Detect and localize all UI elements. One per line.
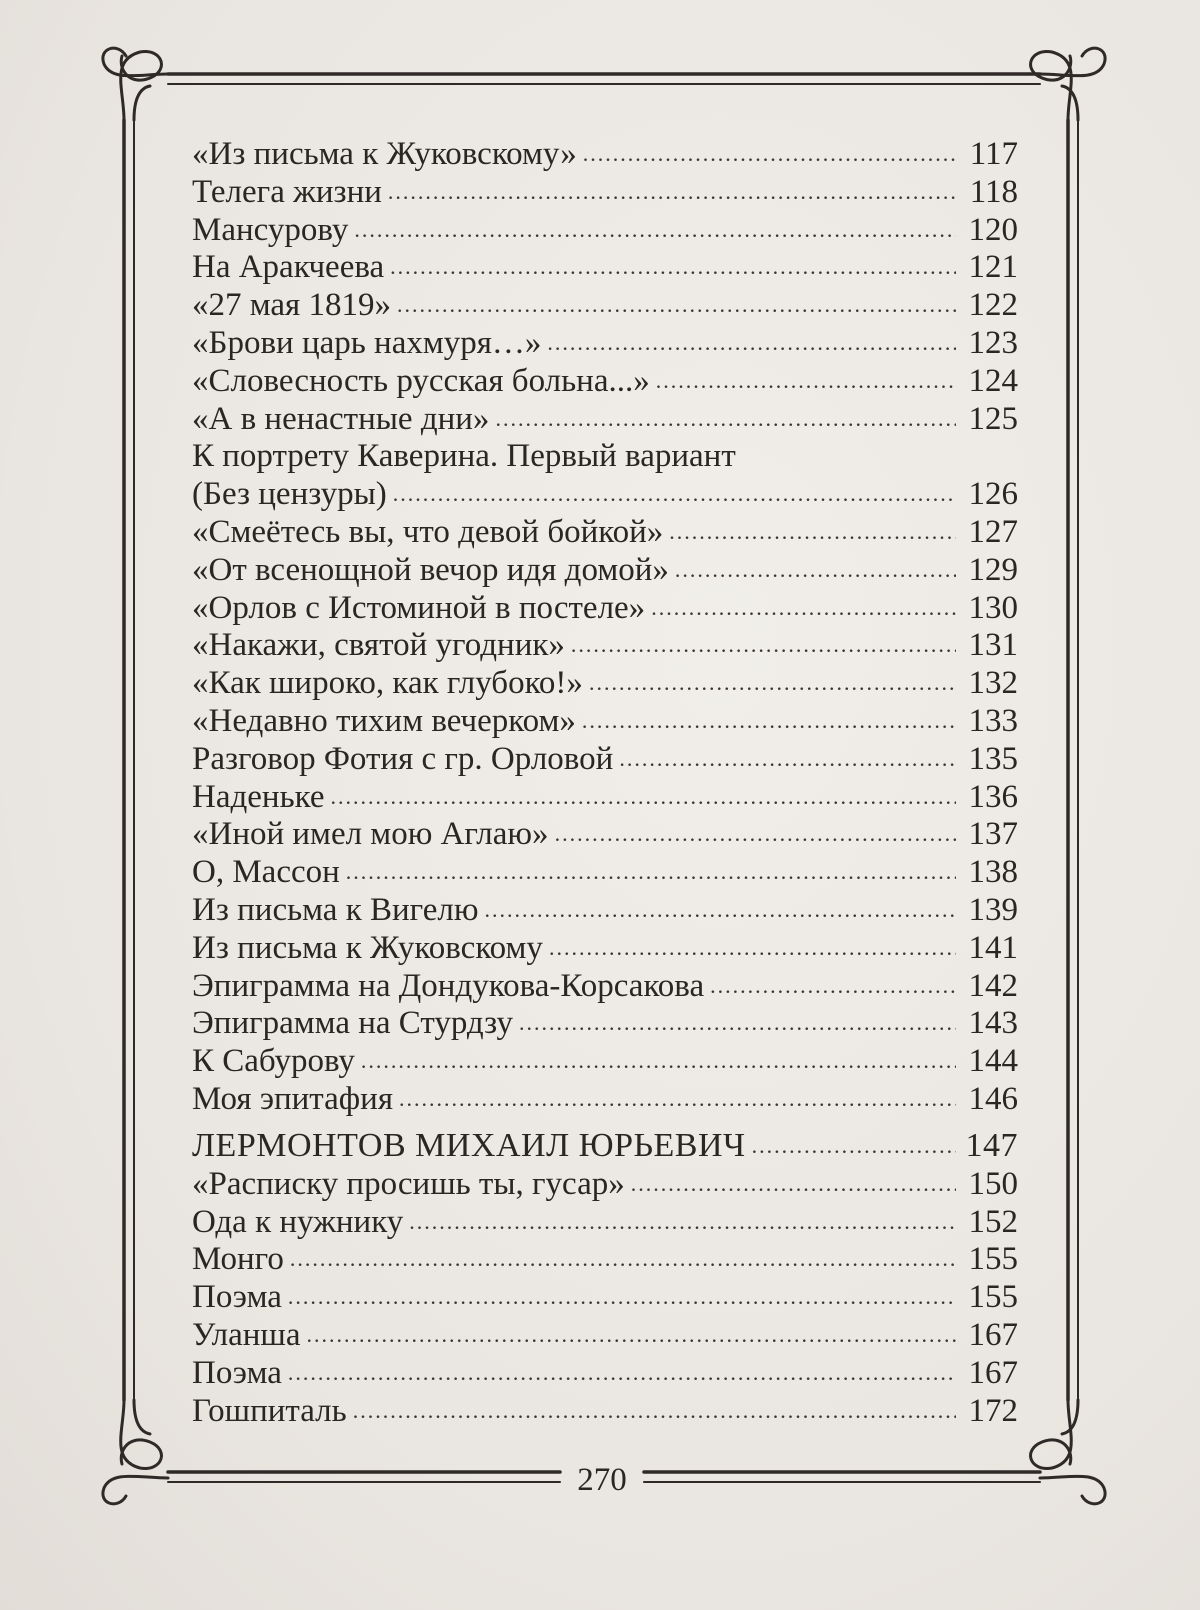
toc-page-number: 139 (968, 891, 1018, 928)
toc-entry (192, 174, 1018, 212)
toc-title: «Из письма к Жуковскому» (192, 136, 577, 172)
toc-page-number: 172 (968, 1392, 1018, 1429)
dot-leader (354, 209, 956, 249)
toc-entry (192, 854, 1018, 892)
toc-page-number: 125 (968, 400, 1018, 437)
toc-title: К Сабурову (192, 1043, 355, 1080)
toc-entry (192, 212, 1018, 250)
toc-entry (192, 1166, 1018, 1204)
toc-entry (192, 741, 1018, 779)
toc-title: Эпиграмма на Стурдзу (192, 1005, 513, 1042)
dot-leader (669, 511, 956, 551)
toc-entry-continuation (192, 438, 1018, 476)
toc-title: Мансурову (192, 211, 349, 248)
toc-page-number: 126 (968, 476, 1018, 513)
toc-page-number: 137 (968, 816, 1018, 853)
toc-page-number: 118 (969, 173, 1018, 210)
toc-title: Эпиграмма на Дондукова-Корсакова (192, 967, 705, 1004)
toc-page-number: 167 (968, 1354, 1018, 1391)
toc-page-number: 129 (968, 551, 1018, 588)
toc-entry (192, 1355, 1018, 1393)
dot-leader (582, 700, 956, 740)
dot-leader (631, 1163, 956, 1203)
toc-title: «От всенощной вечор идя домой» (192, 551, 669, 588)
toc-title: «27 мая 1819» (192, 287, 391, 324)
toc-page-number: 136 (968, 778, 1018, 815)
dot-leader (397, 284, 956, 324)
toc-entry (192, 1081, 1018, 1119)
toc-page-number: 155 (968, 1279, 1018, 1316)
toc-entry (192, 136, 1018, 174)
toc-page-number: 117 (969, 136, 1018, 172)
dot-leader (656, 360, 956, 400)
dot-leader (393, 473, 956, 513)
toc-entry (192, 703, 1018, 741)
toc-page-number: 127 (968, 513, 1018, 550)
toc-title: «Орлов с Истоминой в постеле» (192, 589, 646, 626)
dot-leader (555, 813, 956, 853)
toc-section-heading (192, 1125, 1018, 1166)
toc-title: Из письма к Жуковскому (192, 929, 543, 966)
dot-leader (495, 398, 956, 438)
dot-leader (583, 133, 956, 173)
toc-title: «Брови царь нахмуря…» (192, 324, 542, 361)
toc-title: На Аракчеева (192, 249, 385, 286)
dot-leader (675, 549, 956, 589)
toc-entry (192, 627, 1018, 665)
toc-page-number: 152 (968, 1203, 1018, 1240)
toc-title: «Словесность русская больна...» (192, 362, 650, 399)
toc-page-number: 124 (968, 362, 1018, 399)
toc-entry (192, 1043, 1018, 1081)
toc-entry (192, 1317, 1018, 1355)
toc-page-number: 120 (968, 211, 1018, 248)
toc-title: О, Массон (192, 854, 340, 891)
toc-title: Наденьке (192, 778, 325, 815)
dot-leader (710, 965, 956, 1005)
dot-leader (330, 776, 956, 816)
toc-page-number: 121 (968, 249, 1018, 286)
dot-leader (485, 889, 956, 929)
dot-leader (752, 1122, 956, 1166)
toc-title: «Иной имел мою Аглаю» (192, 816, 549, 853)
toc-title: «А в ненастные дни» (192, 400, 490, 437)
dot-leader (571, 624, 956, 664)
toc-section-title: ЛЕРМОНТОВ МИХАИЛ ЮРЬЕВИЧ (192, 1126, 746, 1164)
toc-page-number: 131 (968, 627, 1018, 664)
toc-title: Уланша (192, 1316, 301, 1353)
dot-leader (547, 322, 956, 362)
toc-entry (192, 249, 1018, 287)
toc-title: Разговор Фотия с гр. Орловой (192, 740, 614, 777)
dot-leader (346, 851, 956, 891)
toc-title: «Смеётесь вы, что девой бойкой» (192, 513, 664, 550)
dot-leader (589, 662, 956, 702)
toc-page-number: 147 (965, 1126, 1018, 1164)
toc-entry (192, 514, 1018, 552)
toc-page-number: 143 (968, 1005, 1018, 1042)
toc-title: Из письма к Вигелю (192, 891, 479, 928)
toc-entry (192, 476, 1018, 514)
toc-page-number: 155 (968, 1241, 1018, 1278)
dot-leader (388, 171, 956, 211)
toc-entry (192, 590, 1018, 628)
toc-entry (192, 1279, 1018, 1317)
dot-leader (290, 1238, 956, 1278)
dot-leader (361, 1040, 956, 1080)
toc-page-number: 150 (968, 1165, 1018, 1202)
dot-leader (353, 1390, 956, 1430)
toc-page-number: 142 (968, 967, 1018, 1004)
toc-entry (192, 1204, 1018, 1242)
toc-page-number: 141 (968, 929, 1018, 966)
toc-entry (192, 816, 1018, 854)
toc-title: Монго (192, 1241, 284, 1278)
toc-entry (192, 779, 1018, 817)
toc-entry (192, 665, 1018, 703)
toc-entry (192, 1241, 1018, 1279)
toc-title: «Как широко, как глубоко!» (192, 665, 583, 702)
toc-page-number: 135 (968, 740, 1018, 777)
dot-leader (519, 1002, 956, 1042)
table-of-contents (192, 136, 1018, 1430)
toc-page-number: 146 (968, 1080, 1018, 1117)
toc-page-number: 123 (968, 324, 1018, 361)
dot-leader (288, 1352, 956, 1392)
toc-title: Поэма (192, 1279, 282, 1316)
toc-page-number: 130 (968, 589, 1018, 626)
toc-entry (192, 287, 1018, 325)
toc-title: Ода к нужнику (192, 1203, 404, 1240)
toc-entry (192, 401, 1018, 439)
toc-entry (192, 363, 1018, 401)
toc-page-number: 138 (968, 854, 1018, 891)
toc-entry (192, 892, 1018, 930)
page-number: 270 (577, 1462, 627, 1498)
toc-title: Телега жизни (192, 173, 382, 210)
toc-entry (192, 1005, 1018, 1043)
dot-leader (651, 587, 956, 627)
dot-leader (306, 1314, 956, 1354)
toc-title: Моя эпитафия (192, 1080, 393, 1117)
dot-leader (390, 246, 956, 286)
toc-title-line1: К портрету Каверина. Первый вариант (192, 438, 736, 475)
toc-title: Поэма (192, 1354, 282, 1391)
dot-leader (619, 738, 956, 778)
toc-page-number: 133 (968, 702, 1018, 739)
toc-title: (Без цензуры) (192, 476, 387, 513)
toc-entry (192, 1393, 1018, 1431)
dot-leader (399, 1078, 956, 1118)
toc-entry (192, 325, 1018, 363)
toc-entry (192, 930, 1018, 968)
toc-title: «Недавно тихим вечерком» (192, 702, 576, 739)
toc-entry (192, 968, 1018, 1006)
toc-title: Гошпиталь (192, 1392, 347, 1429)
toc-page-number: 132 (968, 665, 1018, 702)
toc-page-number: 144 (968, 1043, 1018, 1080)
toc-page-number: 122 (968, 287, 1018, 324)
toc-page-number: 167 (968, 1316, 1018, 1353)
toc-title: «Накажи, святой угодник» (192, 627, 565, 664)
dot-leader (409, 1201, 956, 1241)
dot-leader (549, 927, 956, 967)
dot-leader (288, 1276, 956, 1316)
toc-title: «Расписку просишь ты, гусар» (192, 1165, 625, 1202)
toc-entry (192, 552, 1018, 590)
